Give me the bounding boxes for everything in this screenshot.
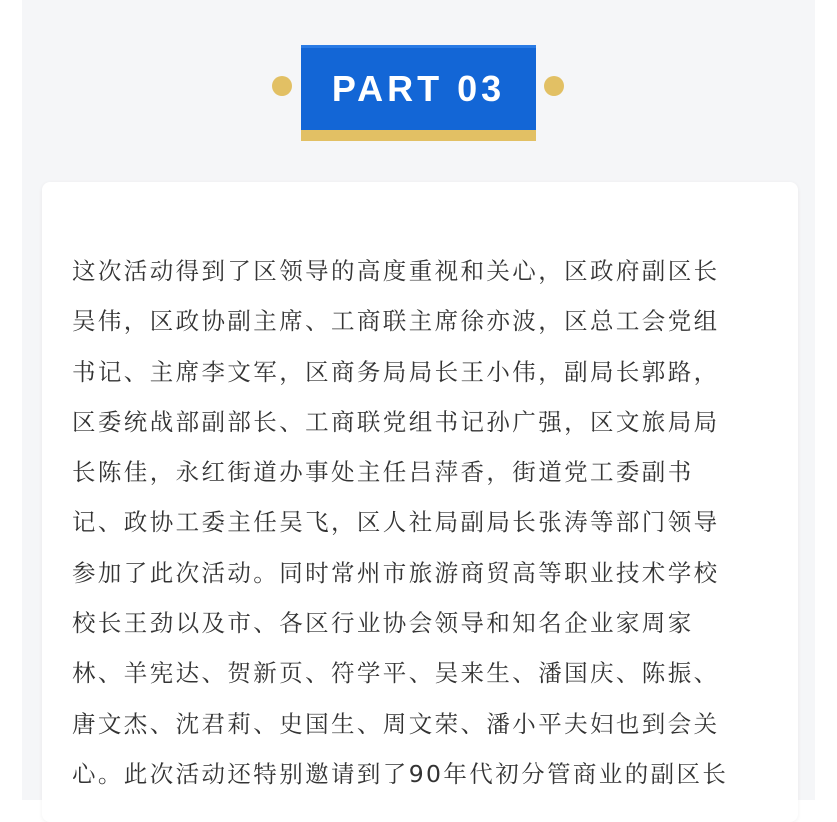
part-badge-underline bbox=[301, 130, 536, 141]
part-badge-label: PART 03 bbox=[331, 68, 506, 109]
article-line: 吴伟，区政协副主席、工商联主席徐亦波，区总工会党组 bbox=[72, 307, 720, 336]
article-body bbox=[72, 246, 772, 799]
article-line: 长陈佳，永红街道办事处主任吕萍香，街道党工委副书 bbox=[72, 458, 694, 487]
part-badge bbox=[301, 45, 536, 141]
article-line: 这次活动得到了区领导的高度重视和关心，区政府副区长 bbox=[72, 257, 720, 285]
left-dot-ornament bbox=[272, 76, 292, 96]
article-line: 书记、主席李文军，区商务局局长王小伟，副局长郭路， bbox=[72, 357, 720, 386]
article-line: 林、羊宪达、贺新页、符学平、吴来生、潘国庆、陈振、 bbox=[72, 659, 720, 688]
article-line: 记、政协工委主任吴飞，区人社局副局长张涛等部门领导 bbox=[72, 508, 720, 537]
article-line: 区委统战部副部长、工商联党组书记孙广强，区文旅局局 bbox=[72, 407, 720, 436]
article-card bbox=[42, 182, 798, 822]
article-line: 校长王劲以及市、各区行业协会领导和知名企业家周家 bbox=[72, 609, 694, 638]
section-header bbox=[0, 0, 837, 150]
article-line: 心。此次活动还特别邀请到了90年代初分管商业的副区长 bbox=[72, 759, 729, 788]
article-line: 唐文杰、沈君莉、史国生、周文荣、潘小平夫妇也到会关 bbox=[72, 709, 720, 738]
right-dot-ornament bbox=[544, 76, 564, 96]
article-line: 参加了此次活动。同时常州市旅游商贸高等职业技术学校 bbox=[72, 558, 720, 587]
